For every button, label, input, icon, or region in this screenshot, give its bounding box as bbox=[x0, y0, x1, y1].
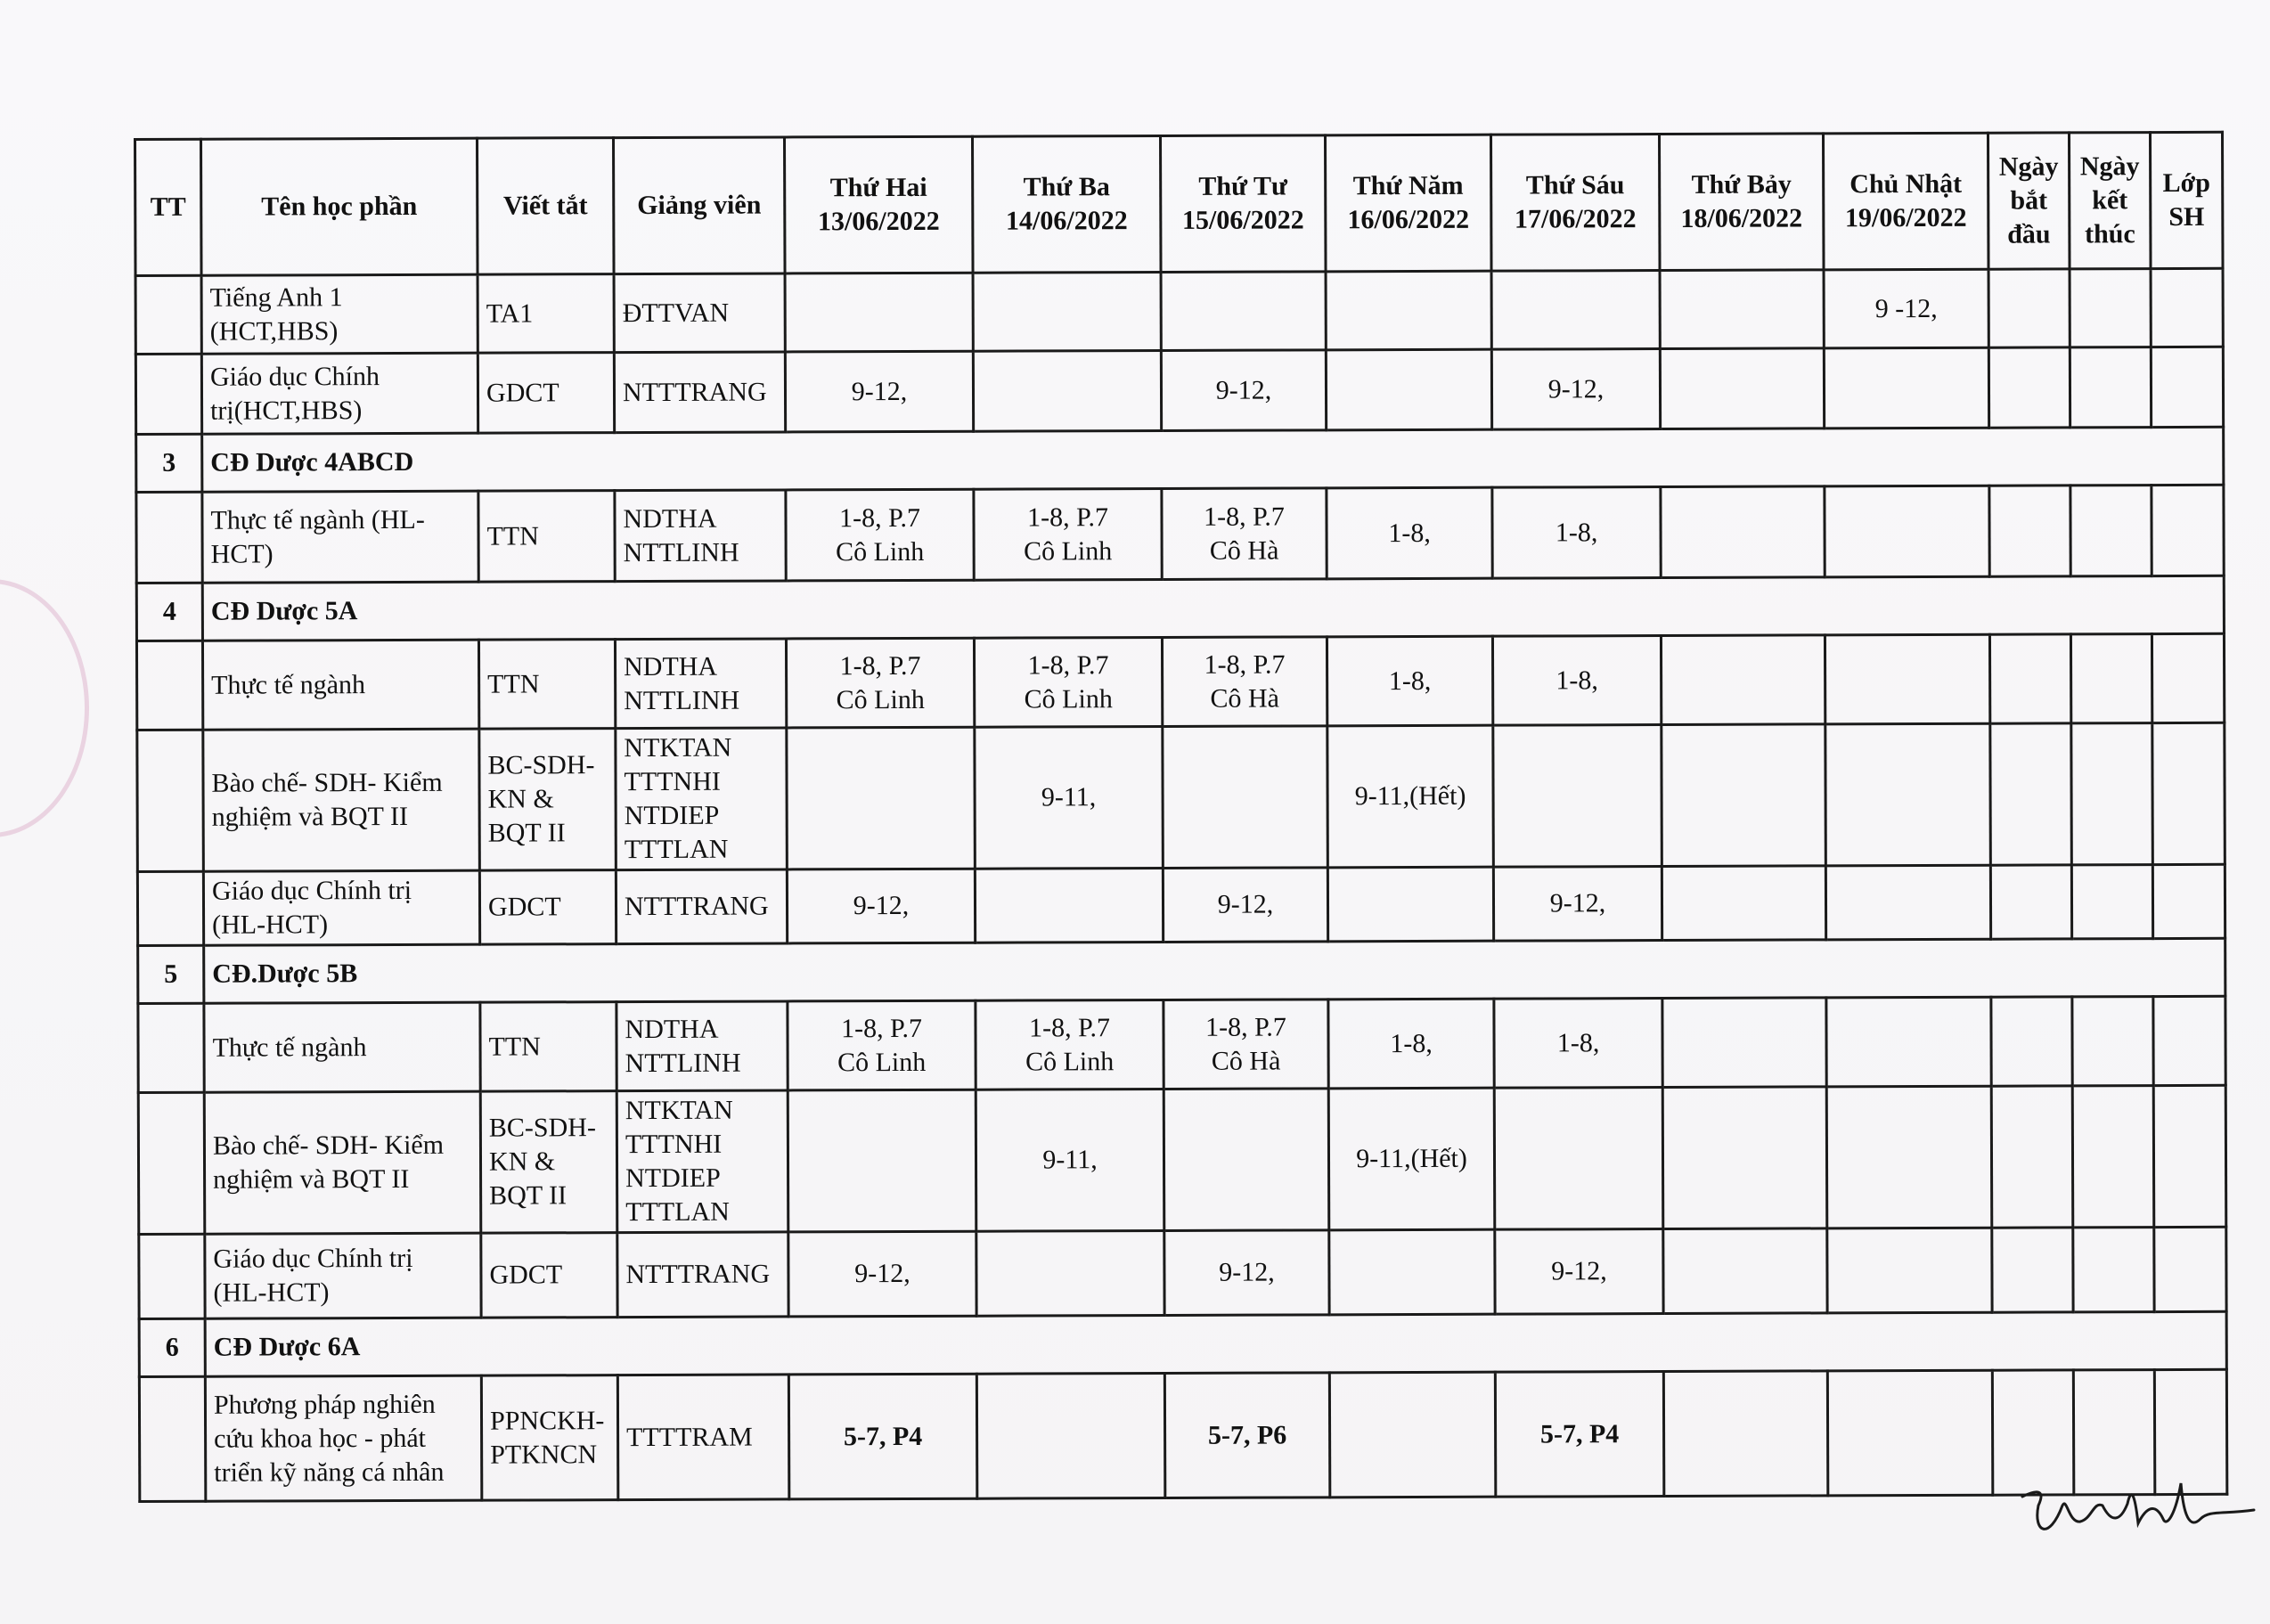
cell-tue: 1-8, P.7 Cô Linh bbox=[974, 637, 1162, 727]
cell-mon bbox=[785, 273, 973, 352]
table-row bbox=[137, 722, 2225, 871]
cell-fri: 1-8, bbox=[1494, 999, 1662, 1089]
header-course: Tên học phần bbox=[201, 138, 478, 275]
cell-wed: 9-12, bbox=[1161, 350, 1326, 431]
table-row bbox=[136, 633, 2224, 730]
schedule-table bbox=[134, 131, 2228, 1503]
lecturer: NTTTRANG bbox=[616, 869, 787, 944]
course-name: Giáo dục Chính trị (HL-HCT) bbox=[203, 870, 479, 945]
cell-mon: 1-8, P.7 Cô Linh bbox=[786, 489, 974, 581]
cell-sun: 9 -12, bbox=[1824, 269, 1988, 348]
cell-mon: 9-12, bbox=[788, 1231, 976, 1317]
header-class: Lớp SH bbox=[2150, 132, 2223, 268]
course-abbr: TTN bbox=[478, 491, 615, 583]
table-row bbox=[138, 1085, 2226, 1234]
group-name: CĐ Dược 6A bbox=[205, 1311, 2226, 1376]
cell-sat bbox=[1660, 270, 1824, 349]
course-abbr: TTN bbox=[478, 640, 615, 730]
table-row bbox=[139, 1227, 2226, 1318]
course-abbr: PPNCKH- PTKNCN bbox=[481, 1375, 617, 1501]
cell-tue: 1-8, P.7 Cô Linh bbox=[974, 488, 1162, 580]
course-abbr: GDCT bbox=[478, 353, 614, 434]
cell-thu bbox=[1326, 271, 1491, 350]
header-start-date: Ngày bắt đầu bbox=[1988, 133, 2070, 269]
course-name: Giáo dục Chính trị (HL-HCT) bbox=[205, 1233, 481, 1318]
course-name: Thực tế ngành bbox=[204, 1002, 480, 1092]
group-number: 4 bbox=[136, 583, 202, 641]
cell-sun bbox=[1824, 347, 1988, 428]
course-name: Bào chế- SDH- Kiểm nghiệm và BQT II bbox=[204, 1091, 481, 1234]
cell-wed: 1-8, P.7 Cô Hà bbox=[1162, 488, 1327, 580]
cell-fri: 9-12, bbox=[1493, 867, 1662, 942]
cell-mon: 9-12, bbox=[787, 869, 975, 943]
lecturer: NDTHA NTTLINH bbox=[615, 490, 786, 582]
group-row bbox=[139, 1311, 2226, 1376]
cell-fri: 1-8, bbox=[1492, 487, 1661, 579]
course-abbr: GDCT bbox=[481, 1233, 617, 1318]
cell-thu: 1-8, bbox=[1327, 636, 1492, 726]
table-row bbox=[137, 864, 2225, 945]
group-number: 3 bbox=[136, 434, 202, 492]
header-thursday: Thứ Năm 16/06/2022 bbox=[1325, 135, 1491, 272]
group-row bbox=[136, 427, 2224, 492]
course-abbr: GDCT bbox=[479, 870, 616, 945]
cell-thu: 1-8, bbox=[1328, 999, 1494, 1089]
cell-tue bbox=[973, 350, 1161, 431]
course-abbr: TTN bbox=[480, 1002, 616, 1092]
group-number: 5 bbox=[138, 945, 204, 1003]
cell-wed: 9-12, bbox=[1164, 1230, 1329, 1316]
course-name: Phương pháp nghiên cứu khoa học - phát triển kỹ năng cá nhân bbox=[205, 1375, 481, 1501]
header-sunday: Chủ Nhật 19/06/2022 bbox=[1823, 133, 1988, 270]
official-stamp bbox=[0, 579, 89, 837]
lecturer: ĐTTVAN bbox=[614, 273, 785, 353]
course-abbr: BC-SDH- KN & BQT II bbox=[480, 1091, 617, 1234]
cell-tue bbox=[973, 272, 1161, 351]
header-lecturer: Giảng viên bbox=[614, 137, 786, 274]
group-name: CĐ.Dược 5B bbox=[204, 938, 2225, 1003]
header-wednesday: Thứ Tư 15/06/2022 bbox=[1160, 135, 1326, 273]
cell-mon: 1-8, P.7 Cô Linh bbox=[788, 1000, 976, 1090]
table-row bbox=[135, 268, 2223, 354]
group-number: 6 bbox=[139, 1318, 205, 1376]
header-tuesday: Thứ Ba 14/06/2022 bbox=[972, 135, 1161, 273]
lecturer: NDTHA NTTLINH bbox=[616, 1001, 788, 1091]
table-row bbox=[138, 996, 2225, 1092]
lecturer: NTKTAN TTTNHI NTDIEP TTTLAN bbox=[616, 728, 788, 870]
cell-tue: 1-8, P.7 Cô Linh bbox=[976, 1000, 1164, 1089]
cell-tue: 9-11, bbox=[975, 726, 1164, 869]
lecturer: NTKTAN TTTNHI NTDIEP TTTLAN bbox=[616, 1090, 788, 1233]
cell-fri: 5-7, P4 bbox=[1495, 1372, 1663, 1498]
cell-thu: 1-8, bbox=[1327, 487, 1492, 579]
group-name: CĐ Dược 5A bbox=[202, 575, 2224, 641]
group-name: CĐ Dược 4ABCD bbox=[202, 427, 2224, 492]
cell-mon: 5-7, P4 bbox=[788, 1374, 976, 1499]
lecturer: NDTHA NTTLINH bbox=[615, 639, 786, 729]
cell-wed bbox=[1161, 272, 1326, 351]
cell-wed: 9-12, bbox=[1163, 868, 1327, 943]
group-row bbox=[136, 575, 2224, 641]
cell-fri: 9-12, bbox=[1495, 1229, 1663, 1315]
lecturer: NTTTRANG bbox=[617, 1232, 788, 1318]
lecturer: TTTTRAM bbox=[617, 1375, 788, 1500]
course-name: Tiếng Anh 1 (HCT,HBS) bbox=[201, 274, 478, 354]
course-name: Giáo dục Chính trị(HCT,HBS) bbox=[201, 353, 478, 434]
cell-fri bbox=[1491, 271, 1660, 350]
course-name: Bào chế- SDH- Kiểm nghiệm và BQT II bbox=[203, 729, 480, 871]
cell-wed: 1-8, P.7 Cô Hà bbox=[1162, 637, 1327, 727]
course-name: Thực tế ngành (HL- HCT) bbox=[202, 491, 478, 583]
header-row bbox=[135, 132, 2224, 275]
cell-thu: 9-11,(Hết) bbox=[1327, 725, 1494, 868]
cell-wed: 5-7, P6 bbox=[1164, 1373, 1329, 1498]
header-abbr: Viết tắt bbox=[478, 138, 615, 275]
cell-fri: 1-8, bbox=[1492, 636, 1661, 726]
table-row bbox=[135, 347, 2223, 434]
cell-fri: 9-12, bbox=[1491, 349, 1660, 430]
table-row bbox=[136, 485, 2224, 583]
table-row bbox=[139, 1369, 2226, 1501]
group-row bbox=[138, 938, 2225, 1003]
cell-mon: 9-12, bbox=[785, 351, 973, 432]
cell-mon: 1-8, P.7 Cô Linh bbox=[786, 638, 974, 728]
cell-sat bbox=[1660, 348, 1824, 429]
header-friday: Thứ Sáu 17/06/2022 bbox=[1490, 135, 1660, 272]
course-name: Thực tế ngành bbox=[202, 640, 478, 730]
header-tt: TT bbox=[135, 139, 202, 275]
handwritten-signature bbox=[2013, 1470, 2263, 1550]
cell-tue: 9-11, bbox=[976, 1089, 1164, 1231]
cell-thu: 9-11,(Hết) bbox=[1328, 1088, 1495, 1230]
course-abbr: BC-SDH- KN & BQT II bbox=[479, 729, 616, 871]
header-end-date: Ngày kết thúc bbox=[2069, 133, 2151, 269]
course-abbr: TA1 bbox=[478, 274, 614, 354]
cell-wed: 1-8, P.7 Cô Hà bbox=[1164, 1000, 1328, 1089]
cell-thu bbox=[1326, 349, 1491, 430]
lecturer: NTTTRANG bbox=[614, 352, 785, 433]
header-saturday: Thứ Bảy 18/06/2022 bbox=[1659, 134, 1824, 271]
header-monday: Thứ Hai 13/06/2022 bbox=[785, 136, 974, 273]
